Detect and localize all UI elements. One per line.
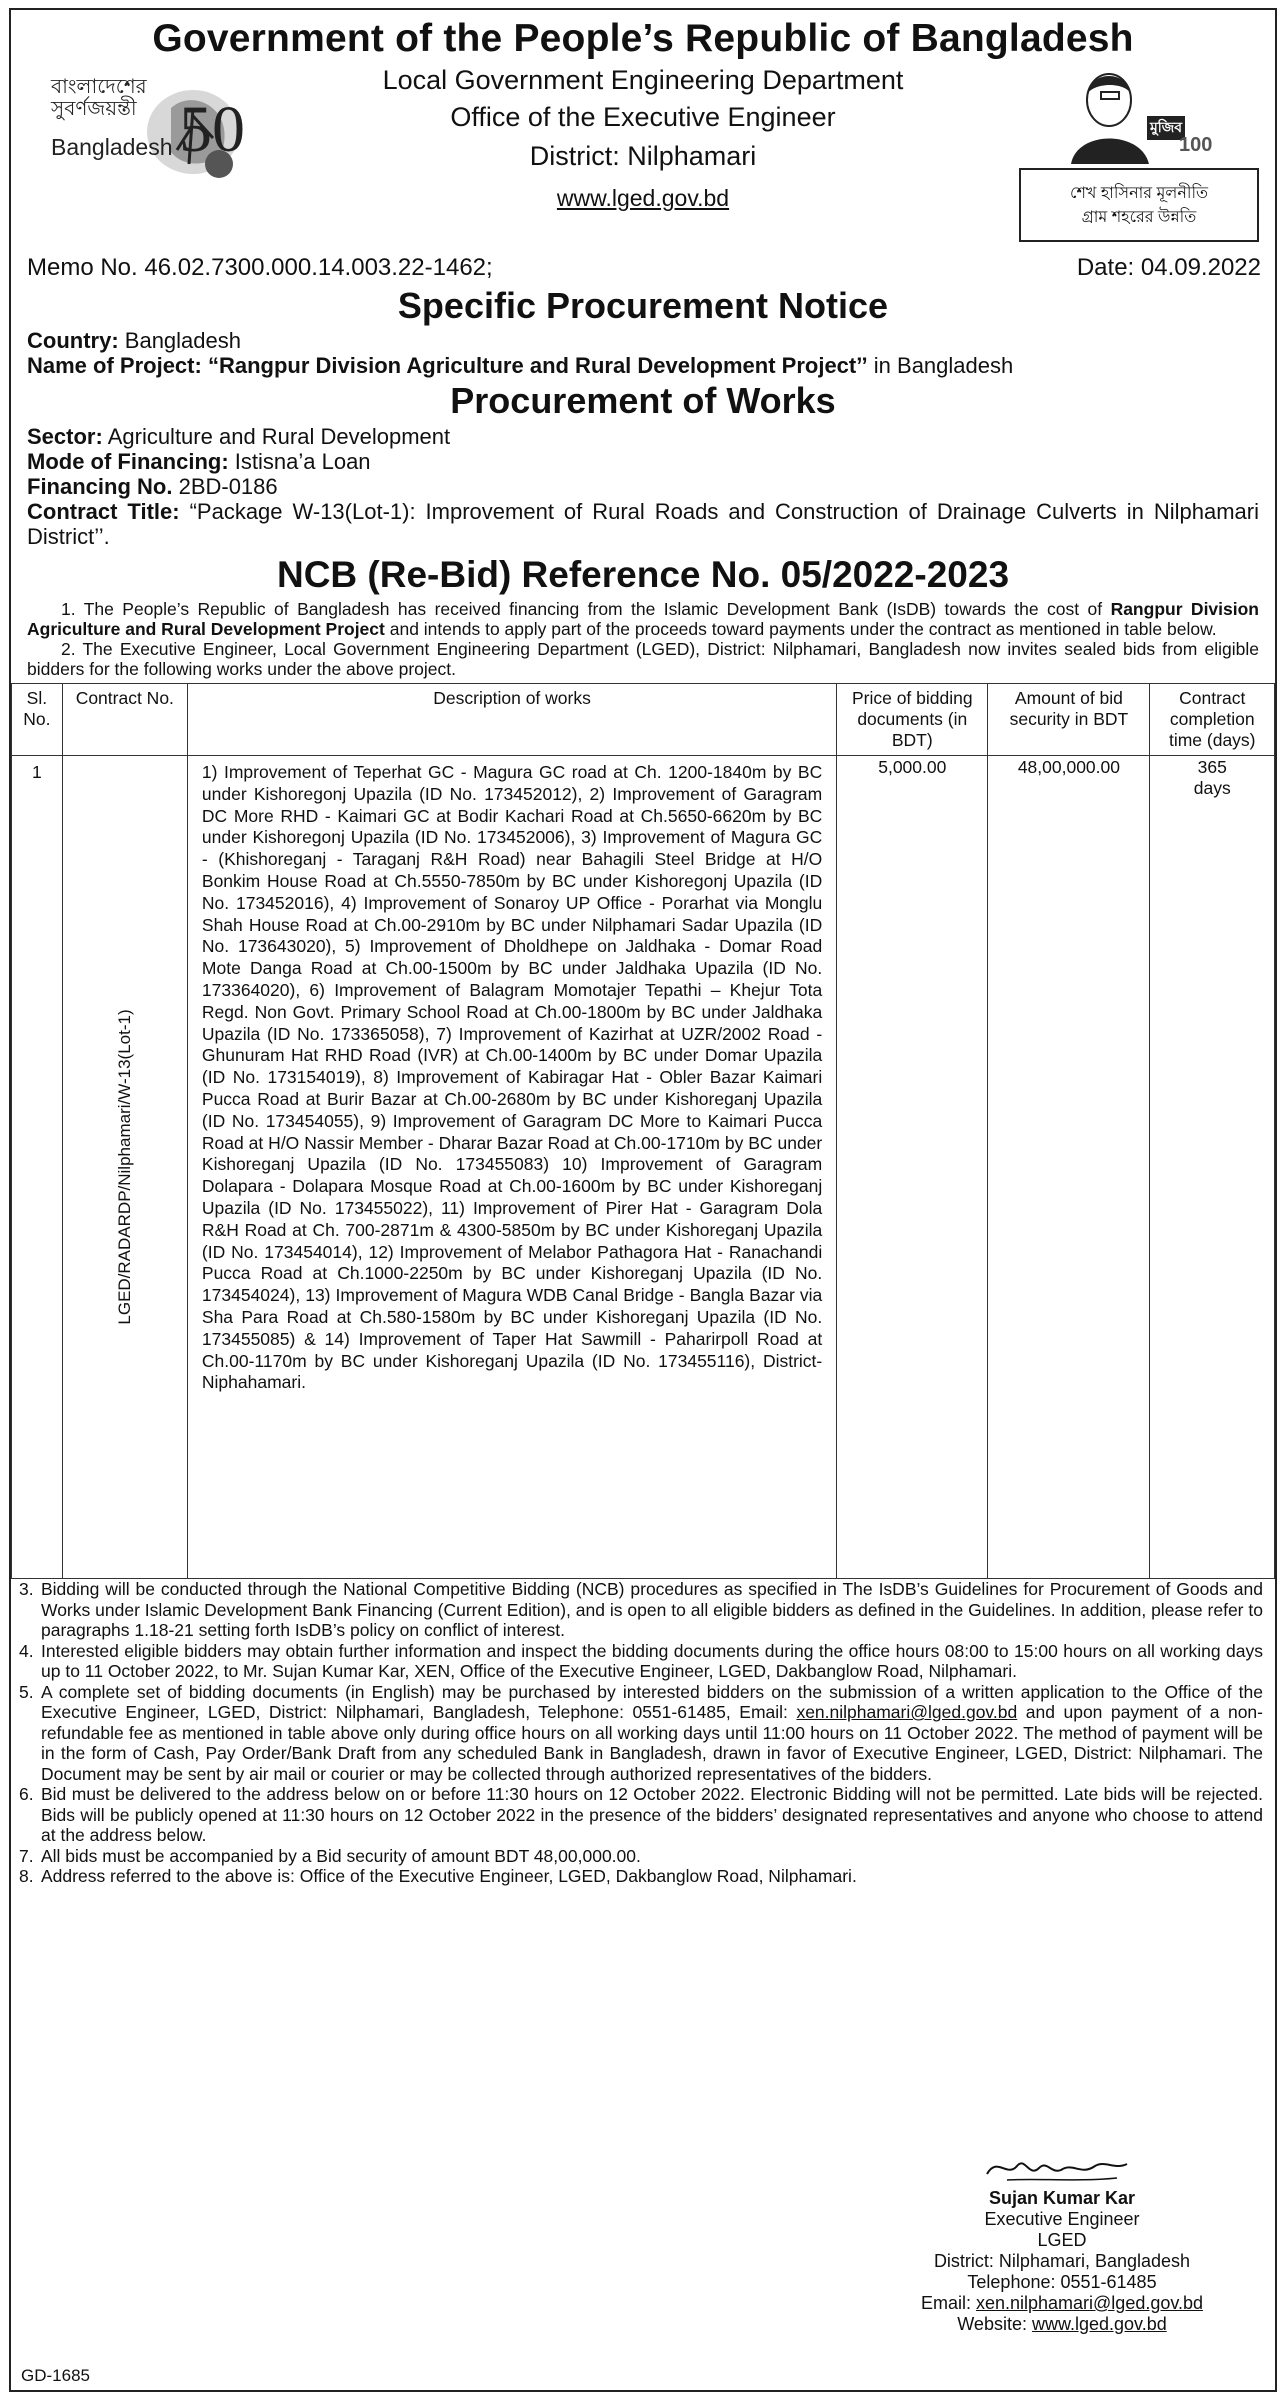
jubilee-logo-number: 50 (179, 93, 245, 166)
slogan-box (1019, 168, 1259, 242)
clause-text: All bids must be accompanied by a Bid security of amount BDT 48,00,000.00. (41, 1845, 641, 1866)
department-name: Local Government Engineering Department (382, 65, 904, 95)
clause-email-link[interactable]: xen.nilphamari@lged.gov.bd (796, 1702, 1018, 1722)
header-amount: Amount of bid security in BDT (988, 684, 1150, 756)
country-value: Bangladesh (124, 328, 241, 353)
notice-title: Specific Procurement Notice (397, 285, 889, 326)
contract-title-label: Contract Title: (27, 499, 180, 524)
paragraph-1 (11, 599, 1275, 639)
financing-no-field (11, 474, 1275, 499)
sector-value: Agriculture and Rural Development (107, 424, 451, 449)
clause-number: 5. (19, 1681, 34, 1702)
paragraph-1-project: Rangpur Division Agriculture and Rural Development Project (27, 599, 1259, 639)
clause-5 (11, 1682, 1275, 1785)
signatory-email-line (897, 2293, 1227, 2314)
header-price: Price of bidding documents (in BDT) (837, 684, 988, 756)
works-table-header-row (12, 684, 1275, 756)
header-sl: Sl. No. (12, 684, 63, 756)
footer-code: GD-1685 (21, 2366, 90, 2385)
signatory-email-label: Email: (920, 2293, 971, 2313)
works-table (11, 683, 1275, 1579)
row-time (1150, 756, 1275, 1579)
jubilee-logo-english: Bangladesh (51, 134, 173, 160)
financing-mode-label: Mode of Financing: (27, 449, 229, 474)
clause-number: 6. (19, 1784, 34, 1804)
row-price: 5,000.00 (837, 756, 988, 1579)
clause-3 (11, 1579, 1275, 1641)
notice-date: Date: 04.09.2022 (1076, 254, 1261, 281)
clause-number: 4. (19, 1640, 34, 1661)
handwritten-signature (897, 2148, 1227, 2188)
procurement-notice-page (9, 8, 1277, 2392)
clause-text: Bidding will be conducted through the National Competitive Bidding (NCB) procedures as specified in The IsDB’s Guidelines for Procurement of Goods and Works under Islamic Development Bank Financing (Current Edition), and is open to all eligible bidders as defined in the Guidelines. In addition, please refer to paragraphs 1.18-21 setting forth IsDB’s policy on conflict of interest. (41, 1579, 1263, 1640)
clause-text: A complete set of bidding documents (in English) may be purchased by interested bidders on the submission of a written application to the Office of the Executive Engineer, LGED, District: Nilphamari, Bangladesh, Telephone: 0551-61485, Email: (41, 1681, 1263, 1722)
jubilee-logo-bangla (51, 76, 147, 120)
row-time-value: 365 (1197, 757, 1227, 777)
office-name: Office of the Executive Engineer (450, 102, 836, 132)
row-sl: 1 (12, 756, 63, 1579)
signatory-org: LGED (1037, 2230, 1087, 2250)
paragraph-1-text-a: 1. The People’s Republic of Bangladesh has received financing from the Islamic Development Bank (IsDB) towards the cost of (61, 599, 1103, 619)
clause-4 (11, 1641, 1275, 1682)
government-title: Government of the People’s Republic of Bangladesh (152, 17, 1134, 60)
header-contract-no: Contract No. (62, 684, 187, 756)
signature-block (897, 2148, 1227, 2335)
header-description: Description of works (187, 684, 836, 756)
row-contract-no: LGED/RADARDP/Nilphamari/W-13(Lot-1) (114, 1009, 134, 1325)
sector-field (11, 424, 1275, 449)
clause-7 (11, 1846, 1275, 1867)
financing-no-label: Financing No. (27, 474, 173, 499)
row-amount: 48,00,000.00 (988, 756, 1150, 1579)
row-contract-no-cell (62, 756, 187, 1579)
project-label: Name of Project: (27, 353, 202, 378)
financing-mode-field (11, 449, 1275, 474)
country-label: Country: (27, 328, 119, 353)
signatory-website-line (897, 2314, 1227, 2335)
signature-icon (977, 2148, 1147, 2188)
signatory-title: Executive Engineer (984, 2209, 1140, 2229)
reference-title: NCB (Re-Bid) Reference No. 05/2022-2023 (276, 554, 1010, 595)
project-suffix: in Bangladesh (873, 353, 1014, 378)
clause-6 (11, 1784, 1275, 1846)
project-field (11, 353, 1275, 378)
mujib-100-logo (1061, 64, 1211, 164)
clause-number: 8. (19, 1866, 34, 1886)
signatory-telephone: Telephone: 0551-61485 (967, 2272, 1157, 2292)
clause-text: and upon payment of a non-refundable fee as mentioned in table above only during office hours on all working days until 11:00 hours on 11 October 2022. The method of payment will be in the form of Cash, Pay Order/Bank Draft from any scheduled Bank in Bangladesh, drawn in favor of Executive Engineer, LGED, District: Nilphamari. The Document may be sent by air mail or courier or may be collected through authorized representatives of the bidders. (41, 1702, 1263, 1784)
paragraph-2: 2. The Executive Engineer, Local Government Engineering Department (LGED), District: Nilphamari, Bangladesh now invites sealed bids from eligible bidders for the following works under the above project. (27, 639, 1259, 679)
signatory-name: Sujan Kumar Kar (988, 2188, 1136, 2208)
works-title: Procurement of Works (450, 380, 836, 421)
golden-jubilee-logo (43, 68, 253, 188)
clause-text: Interested eligible bidders may obtain further information and inspect the bidding documents during the office hours 08:00 to 15:00 hours on all working days up to 11 October 2022, to Mr. Sujan Kumar Kar, XEN, Office of the Executive Engineer, LGED, Dakbanglow Road, Nilphamari. (41, 1640, 1263, 1681)
signatory-email-link[interactable]: xen.nilphamari@lged.gov.bd (975, 2293, 1204, 2313)
clause-text: Address referred to the above is: Office of the Executive Engineer, LGED, Dakbanglow Road, Nilphamari. (41, 1866, 857, 1886)
project-name: “Rangpur Division Agriculture and Rural Development Project’’ (207, 353, 868, 378)
jubilee-bn-line1: বাংলাদেশের (51, 76, 147, 98)
header-time: Contract completion time (days) (1150, 684, 1275, 756)
clause-8 (11, 1866, 1275, 1887)
financing-no-value: 2BD-0186 (178, 474, 278, 499)
notice-header (11, 10, 1275, 250)
contract-title-value: “Package W-13(Lot-1): Improvement of Rural Roads and Construction of Drainage Culverts in Nilphamari District’’. (27, 499, 1260, 549)
jubilee-bn-line2: সুবর্ণজয়ন্তী (51, 98, 137, 120)
mujib-number: 100 (1179, 134, 1213, 156)
clause-text: Bid must be delivered to the address below on or before 11:30 hours on 12 October 2022. Electronic Bidding will not be permitted. Late bids will be rejected. Bids will be publicly opened at 11:30 hours on 12 October 2022 in the presence of the bidders’ designated representatives and anyone who choose to attend at the address below. (41, 1784, 1263, 1845)
contract-title-field (11, 499, 1275, 549)
clauses-list (11, 1579, 1275, 1887)
financing-mode-value: Istisna’a Loan (234, 449, 371, 474)
sector-label: Sector: (27, 424, 103, 449)
slogan-line-2: গ্রাম শহরের উন্নতি (1081, 209, 1197, 226)
memo-row (11, 250, 1275, 288)
clause-number: 7. (19, 1845, 34, 1866)
district-line: District: Nilphamari (529, 141, 757, 171)
signatory-website-label: Website: (957, 2314, 1027, 2334)
table-row (12, 756, 1275, 1579)
row-time-unit: days (1193, 778, 1231, 798)
mujib-caption: মুজিব (1147, 116, 1185, 140)
memo-number: Memo No. 46.02.7300.000.14.003.22-1462; (27, 254, 493, 281)
slogan-line-1: শেখ হাসিনার মূলনীতি (1069, 185, 1209, 202)
clause-number: 3. (19, 1579, 34, 1599)
paragraph-1-text-c: and intends to apply part of the proceeds toward payments under the contract as mentioned in table below. (389, 619, 1217, 639)
row-description: 1) Improvement of Teperhat GC - Magura GC road at Ch. 1200-1840m by BC under Kishoregonj Upazila (ID No. 173452012), 2) Improvement of Garagram DC More RHD - Kaimari GC at Bodir Kachari Road at Ch.5650-6620m by BC under Kishoregonj Upazila (ID No. 173452006), 3) Improvement of Magura GC - (Khishoreganj - Taraganj R&H Road) near Bahagili Steel Bridge at H/O Bonkim House Road at Ch.5550-7850m by BC under Kishoregonj Upazila (ID No. 173452016), 4) Improvement of Sonaroy UP Office - Porarhat via Monglu Shah House Road at Ch.00-2910m by BC under Nilphamari Sadar Upazila (ID No. 173643020), 5) Improvement of Dholdhepe on Jaldhaka - Domar Road Mote Danga Road at Ch.00-1500m by BC under Jaldhaka Upazila (ID No. 173364020), 6) Improvement of Balagram Momotajer Tepathi – Khejur Tota Regd. Non Govt. Primary School Road at Ch.00-1800m by BC under Jaldhaka Upazila (ID No. 173365058), 7) Improvement of Kazirhat at UZR/2002 Road - Ghunuram Hat RHD Road (IVR) at Ch.00-1400m by BC under Domar Upazila (ID No. 173154019), 8) Improvement of Kabiragar Hat - Obler Bazar Kaimari Pucca Road at Burir Bazar at Ch.00-2680m by BC under Kishoreganj Upazila (ID No. 173454055), 9) Improvement of Garagram DC More to Kaimari Pucca Road at H/O Nassir Member - Dharar Bazar Road at Ch.00-1710m by BC under Kishoreganj Upazila (ID No. 173455083) 10) Improvement of Garagram Dolapara - Dolapara Mosque Road at Ch.00-1600m by BC under Kishoreganj Upazila (ID No. 173455022), 11) Improvement of Pirer Hat - Garagram Dola R&H Road at Ch. 700-2871m & 4300-5850m by BC under Kishoreganj Upazila (ID No. 173454014), 12) Improvement of Melabor Pathagora Hat - Ranachandi Pucca Road at Ch.1000-2250m by BC under Kishoreganj Upazila (ID No. 173454024), 13) Improvement of Magura WDB Canal Bridge - Bangla Bazar via Sha Para Road at Ch.580-1580m by BC under Kishoreganj Upazila (ID No. 173455085) & 14) Improvement of Taper Hat Sawmill - Paharirpoll Road at Ch.00-1170m by BC under Kishoreganj Upazila (ID No. 173455116), District- Niphahamari. (187, 756, 836, 1579)
signatory-district: District: Nilphamari, Bangladesh (933, 2251, 1191, 2271)
signatory-website-link[interactable]: www.lged.gov.bd (1031, 2314, 1167, 2334)
country-field (11, 328, 1275, 353)
header-website-link[interactable]: www.lged.gov.bd (556, 185, 730, 211)
